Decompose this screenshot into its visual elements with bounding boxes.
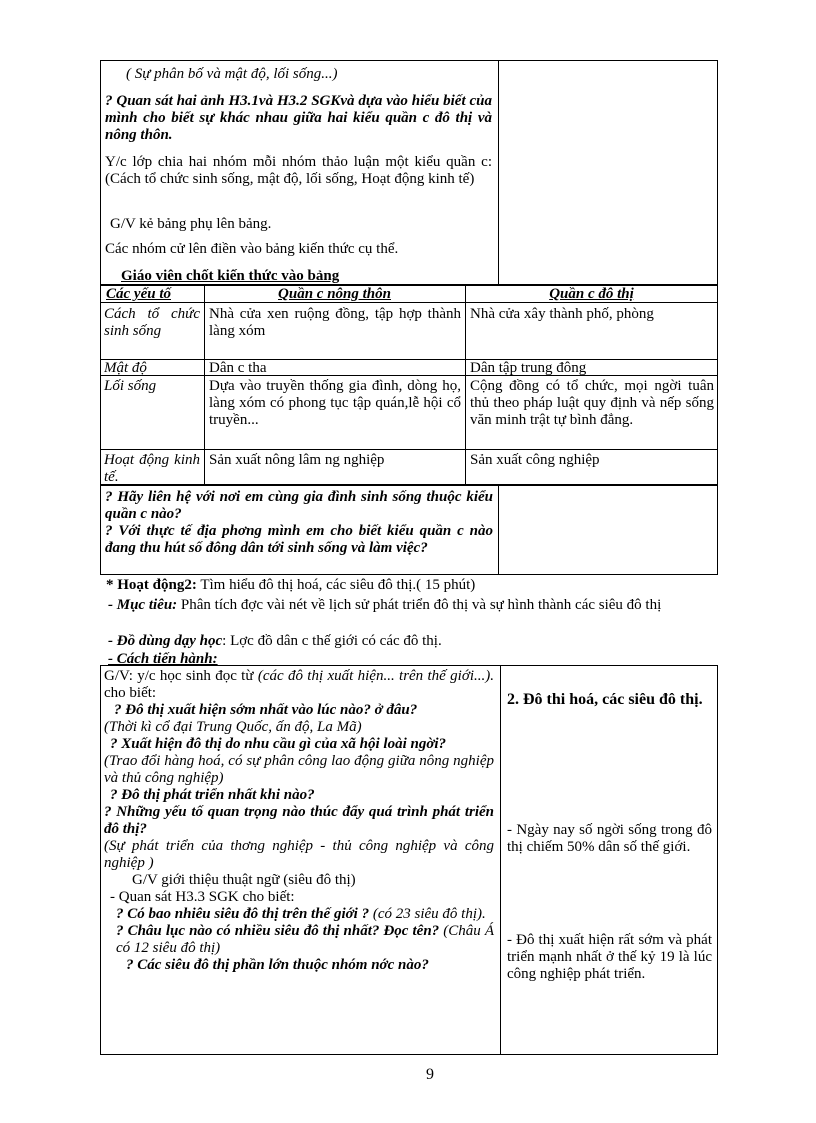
answer-need: (Trao đổi hàng hoá, có sự phân công lao động giữa nông nghiệp và thủ công nghiệp) [104, 753, 494, 786]
activity2-text: Tìm hiểu đô thị hoá, các siêu đô thị.( 15 phút) [200, 577, 476, 593]
compare-question: ? Quan sát hai ảnh H3.1và H3.2 SGKvà dựa vào hiểu biết của mình cho biết sự khác nhau giữa hai kiểu quần c đô thị và nông thôn. [105, 93, 492, 143]
section2-heading: 2. Đô thi hoá, các siêu đô thị. [507, 691, 703, 708]
header-rural: Quần c nông thôn [278, 286, 391, 302]
read-instruction-b: (các đô thị xuất hiện... trên thế giới...). [257, 668, 495, 684]
rural-cell: Dựa vào truyền thống gia đình, dòng họ, làng xóm có phong tục tập quán,lễ hội cổ truyền... [209, 378, 461, 428]
urban-cell: Dân tập trung đông [470, 360, 587, 375]
question-continent [104, 923, 494, 957]
question-factors: ? Những yếu tố quan trọng nào thúc đẩy quá trình phát triển đô thị? [104, 804, 494, 837]
read-instruction [104, 668, 494, 702]
answer-continent: (Châu Á có 12 siêu đô thị) [116, 923, 494, 956]
note-line: ( Sự phân bố và mật độ, lối sống...) [126, 66, 338, 82]
urban-cell: Cộng đồng có tổ chức, mọi ngời tuân thủ theo pháp luật quy định và nếp sống văn minh trật tự bình đẳng. [470, 378, 714, 428]
read-instruction-c: cho biết: [104, 685, 157, 701]
question-count [104, 906, 494, 923]
rural-cell: Dân c tha [209, 360, 267, 375]
answer-earliest: (Thời kì cổ đại Trung Quốc, ấn độ, La Mã) [104, 719, 362, 735]
question-peak: ? Đô thị phát triển nhất khi nào? [110, 787, 315, 803]
page-number: 9 [426, 1066, 434, 1083]
comparison-col-2 [465, 285, 466, 485]
comparison-row-line [100, 375, 718, 376]
factor-cell: Hoạt động kinh tế. [104, 452, 200, 484]
rural-cell: Sản xuất nông lâm ng nghiệp [209, 452, 385, 468]
question-count-text: ? Có bao nhiêu siêu đô thị trên thế giới ? [116, 906, 370, 922]
tools-text: : Lợc đồ dân c thế giới có các đô thị. [222, 633, 442, 649]
board-instruction: G/V kẻ bảng phụ lên bảng. [110, 216, 272, 232]
rural-cell: Nhà cửa xen ruộng đồng, tập hợp thành làng xóm [209, 306, 461, 339]
activity2-tools [108, 633, 718, 650]
factor-cell: Cách tổ chức sinh sống [104, 306, 200, 339]
question-attraction: ? Với thực tế địa phơng mình em cho biết kiểu quần c nào đang thu hút số đông dân tới sinh sống và làm việc? [105, 523, 493, 556]
question-continent-text: ? Châu lục nào có nhiều siêu đô thị nhất? Đọc tên? [116, 923, 440, 939]
comparison-col-1 [204, 285, 205, 485]
urban-cell: Sản xuất công nghiệp [470, 452, 600, 468]
bottom-table-divider [500, 665, 501, 1055]
groups-instruction: Các nhóm cử lên điền vào bảng kiến thức cụ thể. [105, 241, 399, 257]
group-task: Y/c lớp chia hai nhóm mỗi nhóm thảo luận một kiểu quần c: (Cách tổ chức sinh sống, mật độ, lối sống, Hoạt động kinh tế) [105, 154, 492, 187]
activity2-label: * Hoạt động2: [106, 577, 197, 593]
bottom-left-content [104, 668, 494, 974]
answer-count: (có 23 siêu đô thị). [372, 906, 486, 922]
activity2-heading [106, 577, 716, 594]
comparison-row-line [100, 449, 718, 450]
header-factor: Các yếu tố [106, 286, 171, 302]
factor-cell: Mật độ [104, 360, 147, 375]
observe-instruction: - Quan sát H3.3 SGK cho biết: [110, 889, 295, 905]
megacity-intro: G/V giới thiệu thuật ngữ (siêu đô thị) [132, 872, 356, 888]
questions-divider [498, 485, 499, 575]
method-label: - Cách tiến hành: [108, 651, 218, 666]
question-need: ? Xuất hiện đô thị do nhu cầu gì của xã hội loài ngời? [110, 736, 447, 752]
header-urban: Quần c đô thị [549, 286, 634, 302]
point-urban-history: - Đô thị xuất hiện rất sớm và phát triển mạnh nhất ở thế kỷ 19 là lúc công nghiệp phát triển. [507, 932, 712, 982]
question-group: ? Các siêu đô thị phần lớn thuộc nhóm nớc nào? [126, 957, 429, 973]
urban-cell: Nhà cửa xây thành phố, phòng [470, 306, 654, 322]
activity2-goal [108, 597, 724, 614]
top-table-divider [498, 60, 499, 285]
tools-label: - Đồ dùng dạy học [108, 633, 223, 649]
goal-text: Phân tích đợc vài nét về lịch sử phát triển đô thị và sự hình thành các siêu đô thị [180, 597, 662, 613]
conclusion-heading: Giáo viên chốt kiến thức vào bảng [121, 268, 340, 284]
answer-factors: (Sự phát triển của thơng nghiệp - thủ công nghiệp và công nghiệp ) [104, 838, 494, 871]
question-locality: ? Hãy liên hệ với nơi em cùng gia đình sinh sống thuộc kiểu quần c nào? [105, 489, 493, 522]
goal-label: - Mục tiêu: [108, 597, 178, 613]
read-instruction-a: G/V: y/c học sinh đọc từ [104, 668, 254, 684]
question-earliest: ? Đô thị xuất hiện sớm nhất vào lúc nào? ở đâu? [114, 702, 418, 718]
point-urban-share: - Ngày nay số ngời sống trong đô thị chiếm 50% dân số thế giới. [507, 822, 712, 855]
factor-cell: Lối sống [104, 378, 157, 394]
